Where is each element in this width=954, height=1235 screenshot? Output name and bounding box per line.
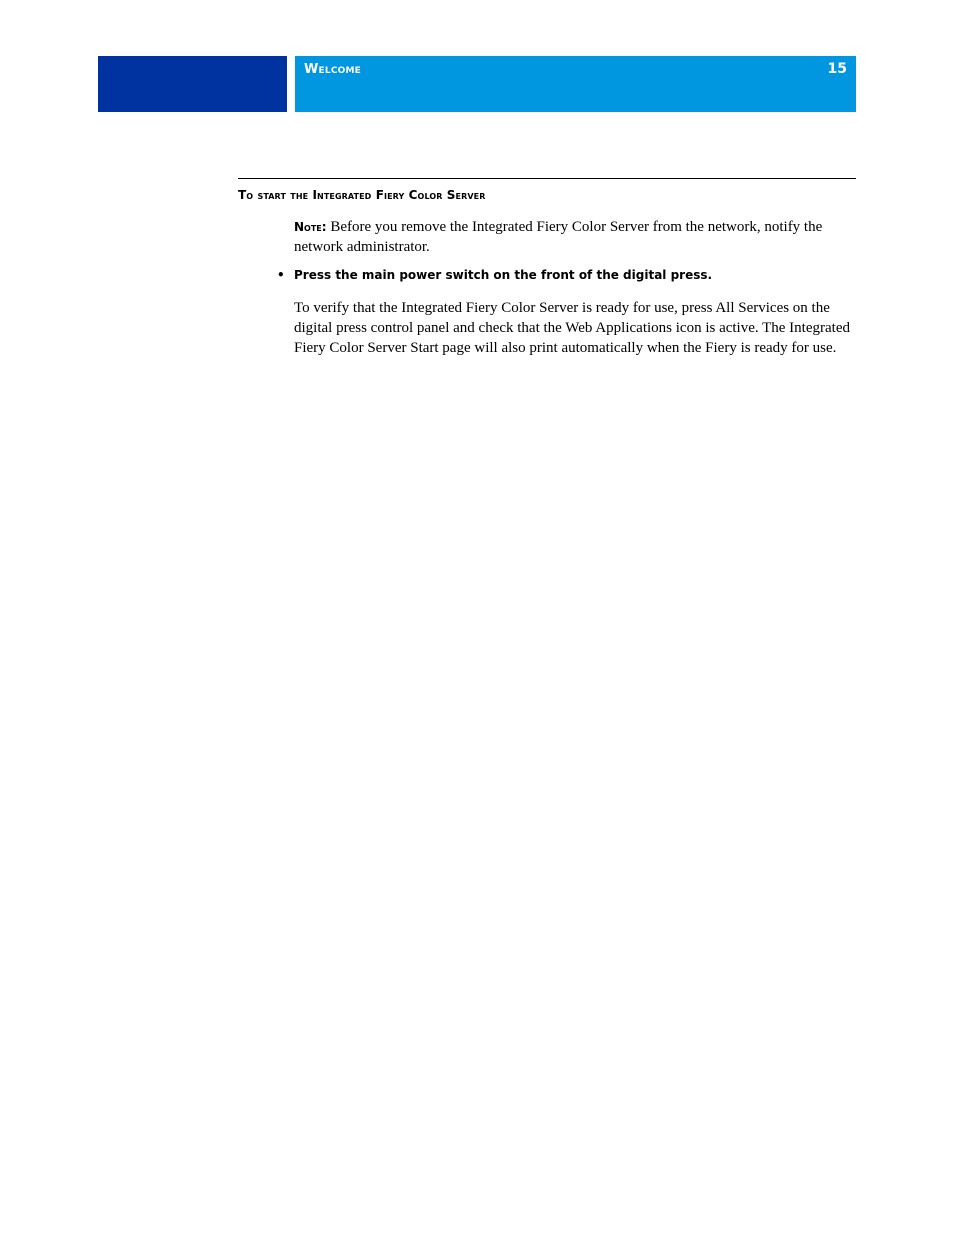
verification-paragraph: To verify that the Integrated Fiery Color Server is ready for use, press All Services on the digital press control panel and check that the Web Applications icon is active. The Integrated Fiery Color Server Start page will also print automatically when the Fiery is ready for use. — [294, 300, 850, 356]
page-number: 15 — [827, 61, 847, 77]
note-text: Before you remove the Integrated Fiery Color Server from the network, notify the network administrator. — [294, 219, 823, 255]
bullet-icon: • — [277, 268, 285, 282]
note-paragraph — [294, 217, 854, 257]
section-divider — [238, 178, 856, 179]
procedure-heading: To start the Integrated Fiery Color Server — [238, 188, 486, 202]
procedure-step — [277, 268, 857, 282]
note-label: Note: — [294, 220, 327, 234]
section-title: Welcome — [304, 62, 361, 77]
header-bar — [295, 56, 856, 112]
header-left-block — [98, 56, 287, 112]
procedure-step-text: Press the main power switch on the front of the digital press. — [294, 268, 713, 282]
